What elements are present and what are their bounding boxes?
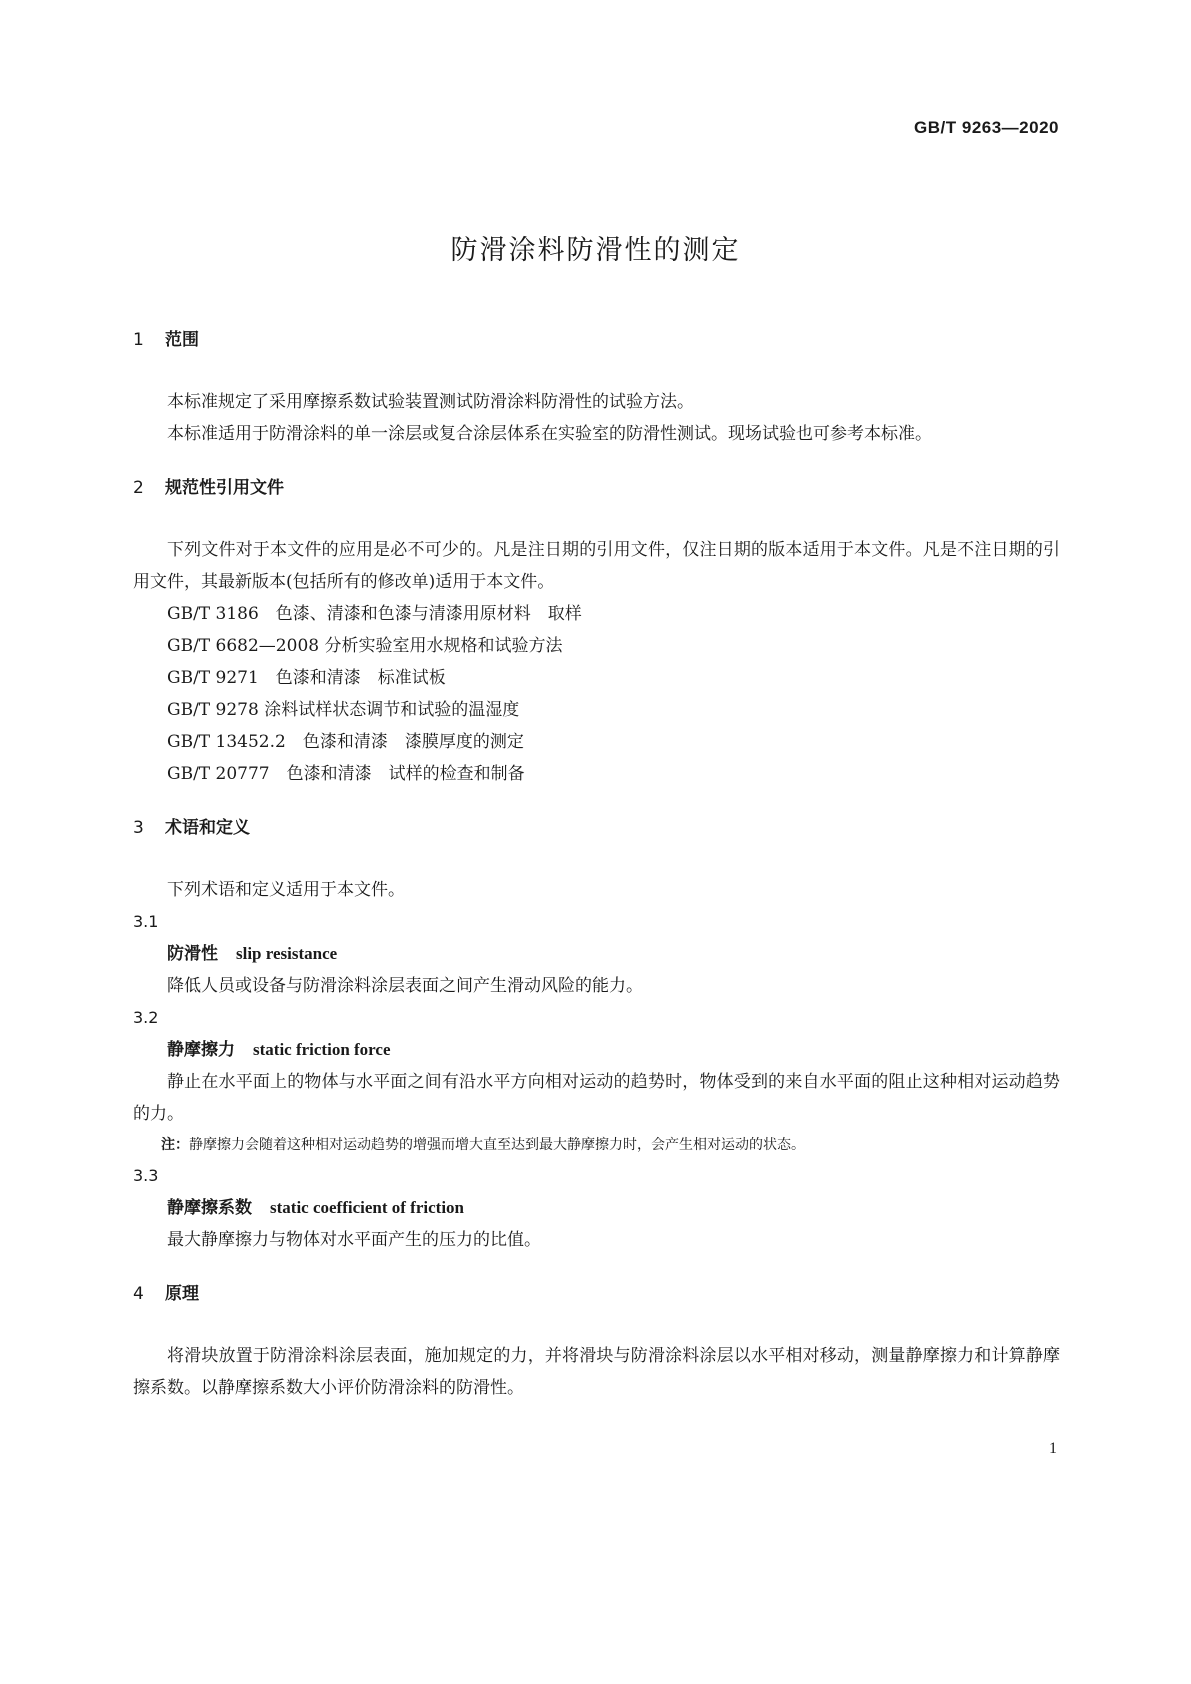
section-1-paragraph-2: 本标准适用于防滑涂料的单一涂层或复合涂层体系在实验室的防滑性测试。现场试验也可参考本标准。	[167, 424, 932, 444]
note-text: 静摩擦力会随着这种相对运动趋势的增强而增大直至达到最大静摩擦力时，会产生相对运动的状态。	[189, 1137, 805, 1153]
reference-item: GB/T 20777 色漆和清漆 试样的检查和制备	[167, 764, 525, 784]
reference-item: GB/T 9271 色漆和清漆 标准试板	[167, 668, 446, 688]
reference-item: GB/T 6682—2008 分析实验室用水规格和试验方法	[167, 636, 563, 656]
section-4-heading	[133, 1278, 1060, 1310]
term-name	[133, 1192, 1060, 1224]
term-name-cn: 静摩擦系数	[167, 1198, 252, 1218]
term-note	[133, 1130, 1060, 1160]
term-definition: 降低人员或设备与防滑涂料涂层表面之间产生滑动风险的能力。	[167, 976, 643, 996]
term-definition: 静止在水平面上的物体与水平面之间有沿水平方向相对运动的趋势时，物体受到的来自水平面的阻止这种相对运动趋势的力。	[133, 1072, 1060, 1124]
reference-item: GB/T 3186 色漆、清漆和色漆与清漆用原材料 取样	[167, 604, 582, 624]
standard-number: GB/T 9263—2020	[914, 118, 1059, 137]
term-number: 3.2	[133, 1008, 159, 1027]
reference-item: GB/T 13452.2 色漆和清漆 漆膜厚度的测定	[167, 732, 524, 752]
section-3-title: 术语和定义	[165, 818, 250, 838]
term-number: 3.1	[133, 912, 159, 931]
term-number: 3.3	[133, 1166, 159, 1185]
section-2-title: 规范性引用文件	[165, 478, 284, 498]
term-name	[133, 938, 1060, 970]
section-2-heading	[133, 472, 1060, 504]
section-4-number: 4	[133, 1284, 144, 1304]
section-3-intro: 下列术语和定义适用于本文件。	[167, 880, 405, 900]
section-4-title: 原理	[165, 1284, 199, 1304]
term-name-cn: 静摩擦力	[167, 1040, 235, 1060]
document-body	[133, 324, 1060, 1404]
section-1-number: 1	[133, 330, 144, 350]
section-2-intro: 下列文件对于本文件的应用是必不可少的。凡是注日期的引用文件，仅注日期的版本适用于本文件。凡是不注日期的引用文件，其最新版本(包括所有的修改单)适用于本文件。	[133, 540, 1060, 592]
section-2-number: 2	[133, 478, 144, 498]
section-3-heading	[133, 812, 1060, 844]
term-name-en: slip resistance	[236, 944, 338, 963]
document-title: 防滑涂料防滑性的测定	[450, 235, 741, 266]
section-4-paragraph: 将滑块放置于防滑涂料涂层表面，施加规定的力，并将滑块与防滑涂料涂层以水平相对移动，测量静摩擦力和计算静摩擦系数。以静摩擦系数大小评价防滑涂料的防滑性。	[133, 1346, 1060, 1398]
section-3-number: 3	[133, 818, 144, 838]
note-label: 注：	[161, 1137, 189, 1153]
section-1-heading	[133, 324, 1060, 356]
section-1-title: 范围	[165, 330, 199, 350]
term-name-en: static coefficient of friction	[270, 1198, 464, 1217]
term-name-cn: 防滑性	[167, 944, 218, 964]
term-name	[133, 1034, 1060, 1066]
page-number: 1	[1049, 1440, 1057, 1457]
section-1-paragraph-1: 本标准规定了采用摩擦系数试验装置测试防滑涂料防滑性的试验方法。	[167, 392, 694, 412]
term-definition: 最大静摩擦力与物体对水平面产生的压力的比值。	[167, 1230, 541, 1250]
reference-item: GB/T 9278 涂料试样状态调节和试验的温湿度	[167, 700, 520, 720]
term-name-en: static friction force	[253, 1040, 391, 1059]
